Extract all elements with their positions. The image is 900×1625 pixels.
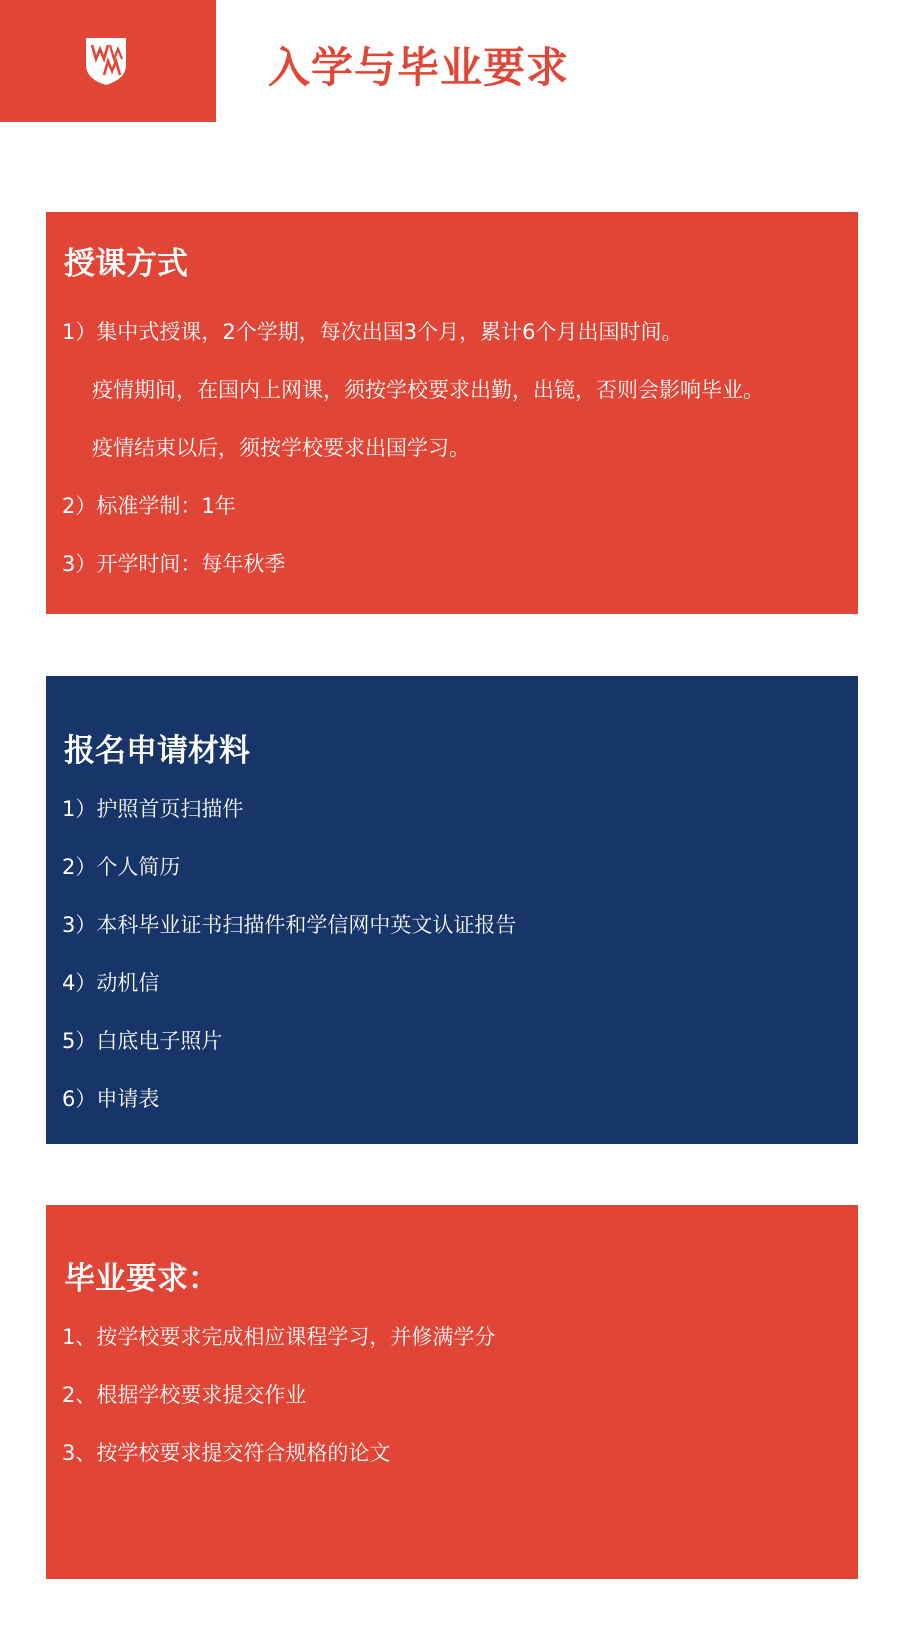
section-title: 毕业要求： (64, 1261, 219, 1297)
section-title: 授课方式 (64, 246, 188, 282)
list-item: 2）标准学制：1年 (62, 494, 236, 518)
list-item: 6）申请表 (62, 1087, 160, 1111)
list-item: 2、根据学校要求提交作业 (62, 1383, 307, 1407)
page-title: 入学与毕业要求 (268, 43, 570, 92)
list-item: 3、按学校要求提交符合规格的论文 (62, 1441, 391, 1465)
list-item: 1）护照首页扫描件 (62, 797, 244, 821)
wm-shield-logo-icon (83, 35, 129, 87)
section-title: 报名申请材料 (64, 733, 250, 769)
list-item: 2）个人简历 (62, 855, 181, 879)
graduation-requirements-card (46, 1205, 858, 1579)
list-item: 疫情期间，在国内上网课，须按学校要求出勤，出镜，否则会影响毕业。 (92, 378, 764, 402)
application-materials-card (46, 676, 858, 1144)
teaching-mode-card (46, 212, 858, 614)
list-item: 3）本科毕业证书扫描件和学信网中英文认证报告 (62, 913, 517, 937)
header-logo-box (0, 0, 216, 122)
list-item: 5）白底电子照片 (62, 1029, 223, 1053)
list-item: 疫情结束以后，须按学校要求出国学习。 (92, 436, 470, 460)
list-item: 3）开学时间：每年秋季 (62, 552, 286, 576)
list-item: 4）动机信 (62, 971, 160, 995)
list-item: 1）集中式授课，2个学期，每次出国3个月，累计6个月出国时间。 (62, 320, 683, 344)
list-item: 1、按学校要求完成相应课程学习，并修满学分 (62, 1325, 496, 1349)
